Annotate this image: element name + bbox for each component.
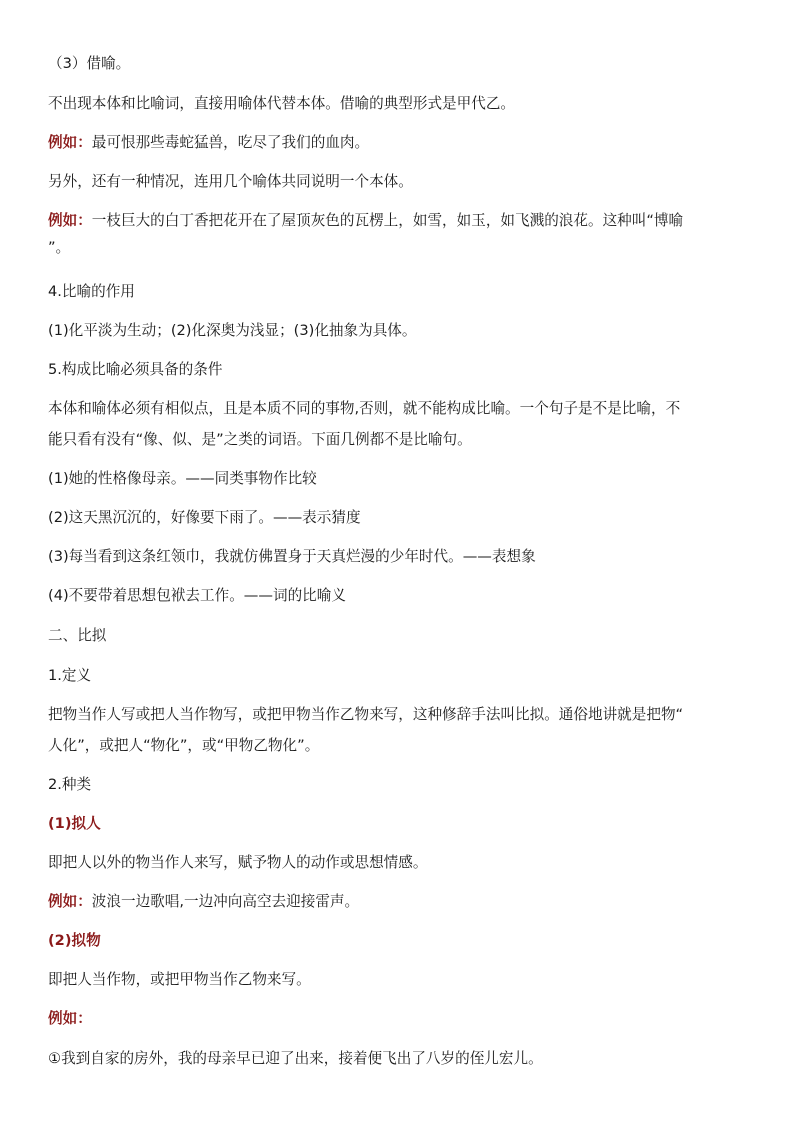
example-label: 例如：	[48, 1010, 92, 1027]
example-text: ①我到自家的房外，我的母亲早已迎了出来，接着便飞出了八岁的侄儿宏儿。	[48, 1050, 543, 1067]
subheading-personification: (1)拟人	[48, 815, 101, 832]
example-label: 例如：	[48, 134, 92, 151]
subheading-objectification: (2)拟物	[48, 932, 101, 949]
section-heading-types: 2.种类	[48, 776, 92, 793]
list-item: (1)她的性格像母亲。——同类事物作比较	[48, 470, 317, 487]
list-item: (2)这天黑沉沉的，好像要下雨了。——表示猜度	[48, 509, 361, 526]
example-label: 例如：	[48, 212, 92, 229]
example-text: 一枝巨大的白丁香把花开在了屋顶灰色的瓦楞上，如雪，如玉，如飞溅的浪花。这种叫“博喻	[91, 212, 684, 229]
example-line	[48, 211, 760, 231]
paragraph-conditions-1: 本体和喻体必须有相似点，且是本质不同的事物,否则，就不能构成比喻。一个句子是不是比喻，不	[48, 400, 681, 417]
paragraph-functions: (1)化平淡为生动；(2)化深奥为浅显；(3)化抽象为具体。	[48, 322, 417, 339]
paragraph-note: 另外，还有一种情况，连用几个喻体共同说明一个本体。	[48, 173, 413, 190]
example-text-continued: ”。	[48, 239, 71, 256]
section-heading-function: 4.比喻的作用	[48, 283, 135, 300]
example-text: 最可恨那些毒蛇猛兽，吃尽了我们的血肉。	[91, 134, 370, 151]
chapter-heading-personification: 二、比拟	[48, 627, 107, 644]
example-line	[48, 892, 760, 912]
paragraph-objectification: 即把人当作物，或把甲物当作乙物来写。	[48, 971, 311, 988]
section-heading-conditions: 5.构成比喻必须具备的条件	[48, 361, 223, 378]
section-heading-definition: 1.定义	[48, 667, 92, 684]
paragraph-personification: 即把人以外的物当作人来写，赋予物人的动作或思想情感。	[48, 854, 428, 871]
paragraph-conditions-2: 能只看有没有“像、似、是”之类的词语。下面几例都不是比喻句。	[48, 431, 472, 448]
paragraph-definition-1: 把物当作人写或把人当作物写，或把甲物当作乙物来写，这种修辞手法叫比拟。通俗地讲就是把物“	[48, 706, 684, 723]
example-line	[48, 133, 760, 153]
section-heading-metonymy: （3）借喻。	[48, 55, 131, 72]
list-item: (3)每当看到这条红领巾，我就仿佛置身于天真烂漫的少年时代。——表想象	[48, 548, 536, 565]
paragraph-definition: 不出现本体和比喻词，直接用喻体代替本体。借喻的典型形式是甲代乙。	[48, 95, 516, 112]
example-text: 波浪一边歌唱,一边冲向高空去迎接雷声。	[91, 893, 360, 910]
paragraph-definition-2: 人化”，或把人“物化”，或“甲物乙物化”。	[48, 737, 320, 754]
list-item: (4)不要带着思想包袱去工作。——词的比喻义	[48, 587, 346, 604]
example-label: 例如：	[48, 893, 92, 910]
